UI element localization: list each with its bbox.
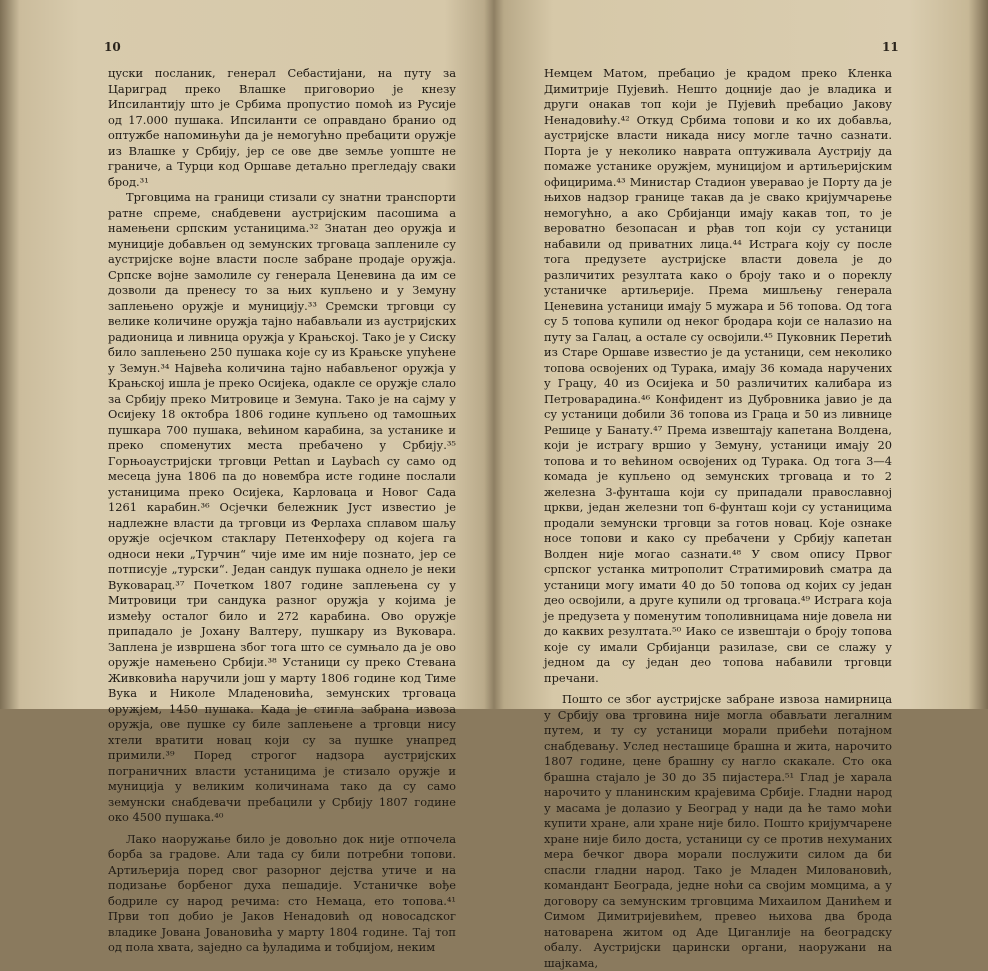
paragraph: Трговцима на граници стизали су знатни транспорти ратне спреме, снабдевени аустријским пасошима а намењени српским устаницима.³² Знатан део оружја и муниције добављен од земунских трговаца заплениле су аустријске војне власти после забране продаје оружја. Српске војне замолиле су генерала Ценевина да им се дозволи да пренесу то за њих купљено и у Земуну заплењено оружје и муницију.³³ Сремски трговци су велике количине оружја тајно набављали из аустријских радионица и ливница оружја у Крањској. Тако је у Сиску било заплењено 250 пушака које су из Крањске упућене у Земун.³⁴ Највећа количина тајно набављеног оружја у Крањској ишла је преко Осијека, одакле се оружје слало за Србију преко Митровице и Земуна. Тако је на сајму у Осијеку 18 октобра 1806 године купљено од тамошњих пушкара 700 пушака, већином карабина, за устанике и преко споменутих места пребачено у Србију.³⁵ Горњоаустријски трговци Pettan и Laybach су само од месеца јуна 1806 па до новембра исте године послали устаницима преко Осијека, Карловаца и Новог Сада 1261 карабин.³⁶ Осјечки бележник Јуст известио је надлежне власти да трговци из Ферлаха сплавом шаљу оружје осјечком стаклару Петенхоферу од којега га односи неки „Турчин“ чије име им није познато, јер се потписује „турски“. Један сандук пушака однело је неки Вуковарац.³⁷ Почетком 1807 године заплењена су у Митровици три сандука разног оружја у којима је између осталог било и 272 карабина. Ово оружје припадало је Јохану Валтеру, пушкару из Вуковара. Заплена је извршена због тога што се сумњало да је ово оружје намењено Србији.³⁸ Устаници су преко Стевана Живковића наручили још у марту 1806 године код Тиме Вука и Николе Младеновића, земунских трговаца оружјем, 1450 пушака. Када је стигла забрана извоза оружја, ове пушке су биле заплењене а трговци нису хтели вратити новац који су за пушке унапред примили.³⁹ Поред строгог надзора аустријских пограничних власти устаницима је стизало оружје и муниција у великим количинама тако да су само земунски снабдевачи пребацили у Србију 1807 године око 4500 пушака.⁴⁰	[108, 190, 456, 824]
page-number-left: 10	[104, 40, 121, 54]
paragraph: Пошто се због аустријске забране извоза намирница у Србију ова трговина није могла обављати легалним путем, и ту су устаници морали прибећи потајном снабдевању. Услед несташице брашна и жита, нарочито 1807 године, цене брашну су нагло скакале. Сто ока брашна стајало је 30 до 35 пијастера.⁵¹ Глад је харала нарочито у планинским крајевима Србије. Гладни народ у масама је долазио у Београд у нади да ће тамо моћи купити хране, али хране није било. Пошто кријумчарене хране није било доста, устаници су се против нехуманих мера бечког двора морали послужити силом да би спасли гладни народ. Тако је Младен Миловановић, командант Београда, једне ноћи са својим момцима, а у договору са земунским трговцима Михаилом Данићем и Симом Димитријевићем, превео њихова два брода натоварена житом од Аде Циганлије на београдску обалу. Аустријски царински органи, наоружани на шајкама,	[544, 692, 892, 970]
paragraph: Немцем Матом, пребацио је крадом преко Кленка Димитрије Пујевић. Нешто доцније дао је владика и други онакав топ који је Пујевић пребацио Јакову Ненадовићу.⁴² Откуд Србима топови и ко их добавља, аустријске власти никада нису могле тачно сазнати. Порта је у неколико наврата оптуживала Аустрију да помаже устанике оружјем, муницијом и артиљеријским официрима.⁴³ Министар Стадион уверавао је Порту да је њихов надзор границе такав да је свако кријумчарење немогућно, а ако Србијанци имају какав топ, то је вероватно безопасан и рђав топ који су устаници набавили од приватних лица.⁴⁴ Истрага коју су после тога предузете аустријске власти довела је до различитих резултата како о броју тако и о пореклу устаничке артиљерије. Према мишљењу генерала Ценевина устаници имају 5 мужара и 56 топова. Од тога су 5 топова купили од неког бродара који се налазио на путу за Галац, а остале су освојили.⁴⁵ Пуковник Перетић из Старе Оршаве известио је да устаници, сем неколико топова освојених од Турака, имају 36 комада наручених у Грацу, 40 из Осијека и 50 различитих калибара из Петроварадина.⁴⁶ Конфидент из Дубровника јавио је да су устаници добили 36 топова из Граца и 50 из ливнице Решице у Банату.⁴⁷ Према извештају капетана Волдена, који је истрагу вршио у Земуну, устаници имају 20 топова и то већином освојених од Турака. Од тога 3—4 комада је купљено од земунских трговаца и то 2 железна 3-фунташа који су припадали православној цркви, један железни топ 6-фунташ који су устаницима продали земунски трговци за готов новац. Које ознаке носе топови и како су пребачени у Србију капетан Волден није могао сазнати.⁴⁸ У свом опису Првог српског устанка митрополит Стратимировић сматра да устаници могу имати 40 до 50 топова од којих су један део освојили, а друге купили од трговаца.⁴⁹ Истрага која је предузета у поменутим тополивницама није довела ни до каквих резултата.⁵⁰ Иако се извештаји о броју топова које су имали Србијанци разилазе, сви се слажу у једном да су један део топова набавили трговци пречани.	[544, 66, 892, 685]
paragraph: Лако наоружање било је довољно док није отпочела борба за градове. Али тада су били потребни топови. Артиљерија поред свог разорног дејства утиче и на подизање борбеног духа пешадије. Устаничке вође бодриле су народ речима: сто Немаца, ето топова.⁴¹ Први топ добио је Јаков Ненадовић од новосадског владике Јована Јовановића у марту 1804 године. Тај топ од пола хвата, заједно са ђуладима и тобџијом, неким	[108, 831, 456, 954]
paragraph: цуски посланик, генерал Себастијани, на путу за Цариград преко Влашке приговорио је кнезу Ипсилантију што је Србима пропустио помоћ из Русије од 17.000 пушака. Ипсиланти се оправдано бранио од оптужбе напомињући да је немогућно пребацити оружје из Влашке у Србију, јер се ове две земље уопште не граниче, а Турци код Оршаве детаљно прегледају сваки брод.³¹	[108, 66, 456, 189]
left-page	[0, 0, 494, 954]
page-number-right: 11	[882, 40, 899, 54]
right-page-text	[544, 66, 892, 971]
right-page	[494, 0, 988, 970]
left-page-text	[108, 66, 456, 956]
